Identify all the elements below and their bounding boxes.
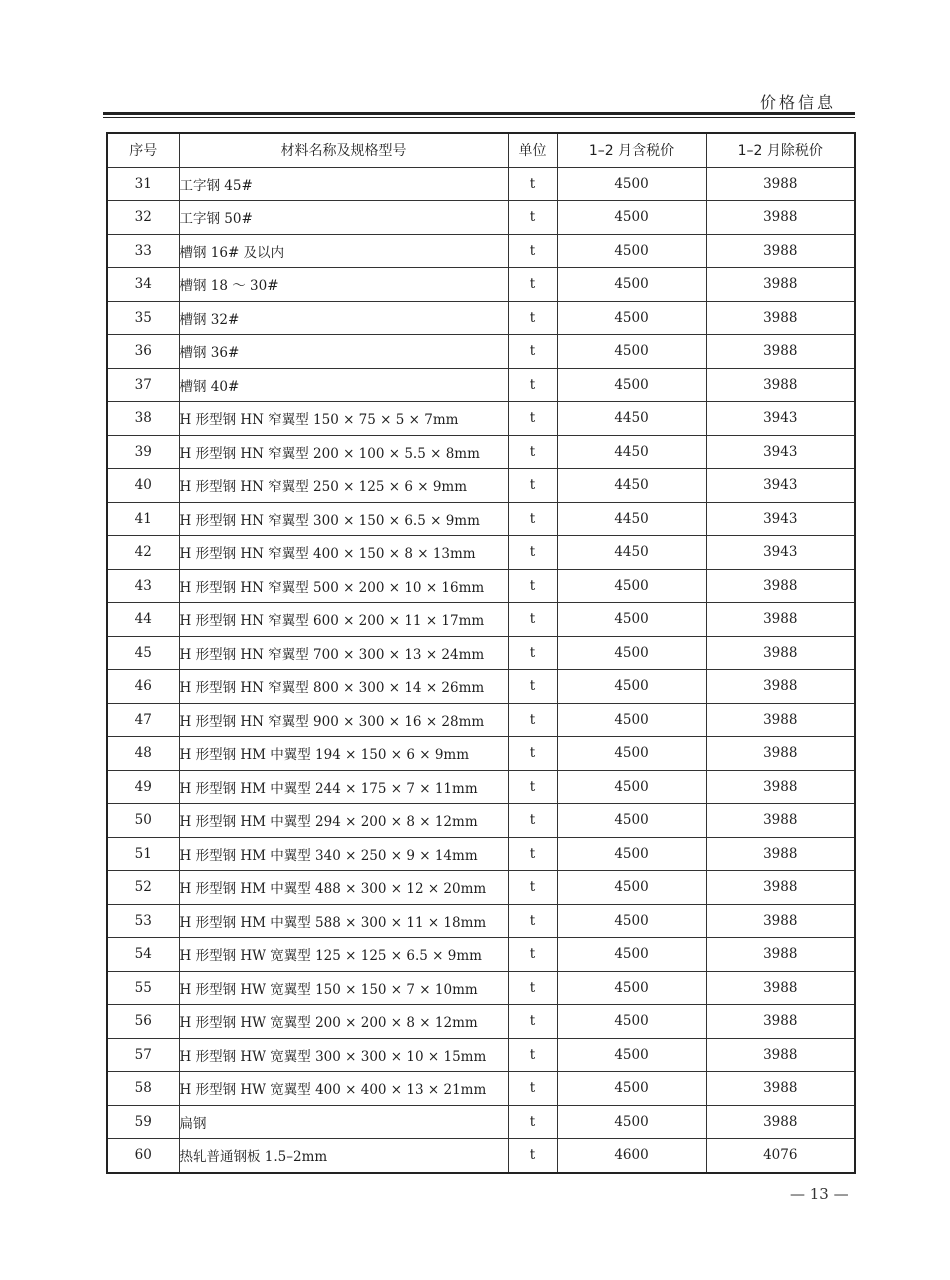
table-row bbox=[107, 971, 855, 1005]
column-header-unit: 单位 bbox=[508, 133, 557, 167]
row-material-name: H 形型钢 HM 中翼型 194 × 150 × 6 × 9mm bbox=[179, 737, 508, 771]
row-price-tax-excluded: 3943 bbox=[706, 469, 855, 503]
row-material-name: H 形型钢 HN 窄翼型 200 × 100 × 5.5 × 8mm bbox=[179, 435, 508, 469]
row-index: 55 bbox=[107, 971, 179, 1005]
row-index: 57 bbox=[107, 1038, 179, 1072]
row-index: 48 bbox=[107, 737, 179, 771]
row-price-tax-excluded: 4076 bbox=[706, 1139, 855, 1173]
row-price-tax-excluded: 3988 bbox=[706, 904, 855, 938]
row-price-tax-excluded: 3988 bbox=[706, 368, 855, 402]
table-row bbox=[107, 502, 855, 536]
row-price-tax-excluded: 3988 bbox=[706, 938, 855, 972]
row-unit: t bbox=[508, 569, 557, 603]
row-material-name: H 形型钢 HW 宽翼型 150 × 150 × 7 × 10mm bbox=[179, 971, 508, 1005]
row-price-tax-included: 4500 bbox=[557, 703, 706, 737]
row-price-tax-included: 4600 bbox=[557, 1139, 706, 1173]
row-price-tax-excluded: 3988 bbox=[706, 1038, 855, 1072]
row-price-tax-excluded: 3988 bbox=[706, 569, 855, 603]
row-unit: t bbox=[508, 1038, 557, 1072]
section-title: 价格信息 bbox=[759, 93, 836, 112]
row-material-name: H 形型钢 HN 窄翼型 300 × 150 × 6.5 × 9mm bbox=[179, 502, 508, 536]
row-unit: t bbox=[508, 971, 557, 1005]
row-index: 39 bbox=[107, 435, 179, 469]
row-material-name: 槽钢 40# bbox=[179, 368, 508, 402]
row-index: 56 bbox=[107, 1005, 179, 1039]
row-unit: t bbox=[508, 603, 557, 637]
row-index: 34 bbox=[107, 268, 179, 302]
row-price-tax-included: 4500 bbox=[557, 971, 706, 1005]
row-unit: t bbox=[508, 703, 557, 737]
row-index: 33 bbox=[107, 234, 179, 268]
row-unit: t bbox=[508, 1072, 557, 1106]
row-price-tax-excluded: 3988 bbox=[706, 804, 855, 838]
row-price-tax-included: 4450 bbox=[557, 435, 706, 469]
row-price-tax-included: 4450 bbox=[557, 402, 706, 436]
row-price-tax-excluded: 3988 bbox=[706, 335, 855, 369]
table-row bbox=[107, 536, 855, 570]
column-header-price-tax-excluded: 1–2 月除税价 bbox=[706, 133, 855, 167]
page-number: — 13 — bbox=[790, 1185, 849, 1203]
table-row bbox=[107, 770, 855, 804]
table-row bbox=[107, 1105, 855, 1139]
row-price-tax-included: 4500 bbox=[557, 670, 706, 704]
row-unit: t bbox=[508, 837, 557, 871]
row-unit: t bbox=[508, 201, 557, 235]
row-price-tax-excluded: 3943 bbox=[706, 502, 855, 536]
table-row bbox=[107, 301, 855, 335]
header-rule-thick bbox=[103, 112, 855, 115]
table-row bbox=[107, 1072, 855, 1106]
row-index: 45 bbox=[107, 636, 179, 670]
row-price-tax-included: 4500 bbox=[557, 201, 706, 235]
table-row bbox=[107, 368, 855, 402]
row-material-name: H 形型钢 HN 窄翼型 700 × 300 × 13 × 24mm bbox=[179, 636, 508, 670]
row-unit: t bbox=[508, 938, 557, 972]
row-price-tax-excluded: 3943 bbox=[706, 402, 855, 436]
row-price-tax-included: 4450 bbox=[557, 469, 706, 503]
row-material-name: H 形型钢 HN 窄翼型 800 × 300 × 14 × 26mm bbox=[179, 670, 508, 704]
row-material-name: H 形型钢 HM 中翼型 340 × 250 × 9 × 14mm bbox=[179, 837, 508, 871]
row-price-tax-excluded: 3988 bbox=[706, 234, 855, 268]
row-unit: t bbox=[508, 301, 557, 335]
table-row bbox=[107, 469, 855, 503]
table-row bbox=[107, 234, 855, 268]
row-price-tax-excluded: 3988 bbox=[706, 737, 855, 771]
row-price-tax-included: 4500 bbox=[557, 636, 706, 670]
table-row bbox=[107, 871, 855, 905]
row-material-name: 工字钢 45# bbox=[179, 167, 508, 201]
row-price-tax-included: 4500 bbox=[557, 368, 706, 402]
row-material-name: 槽钢 36# bbox=[179, 335, 508, 369]
row-unit: t bbox=[508, 1005, 557, 1039]
header-rule-thin bbox=[103, 117, 855, 118]
row-index: 35 bbox=[107, 301, 179, 335]
row-material-name: H 形型钢 HM 中翼型 588 × 300 × 11 × 18mm bbox=[179, 904, 508, 938]
row-material-name: H 形型钢 HN 窄翼型 600 × 200 × 11 × 17mm bbox=[179, 603, 508, 637]
column-header-price-tax-included: 1–2 月含税价 bbox=[557, 133, 706, 167]
row-price-tax-excluded: 3988 bbox=[706, 837, 855, 871]
table-row bbox=[107, 1005, 855, 1039]
table-row bbox=[107, 703, 855, 737]
row-index: 46 bbox=[107, 670, 179, 704]
row-material-name: H 形型钢 HN 窄翼型 500 × 200 × 10 × 16mm bbox=[179, 569, 508, 603]
row-price-tax-excluded: 3988 bbox=[706, 301, 855, 335]
row-price-tax-excluded: 3943 bbox=[706, 536, 855, 570]
table-header-row bbox=[107, 133, 855, 167]
table-row bbox=[107, 1038, 855, 1072]
row-material-name: H 形型钢 HW 宽翼型 200 × 200 × 8 × 12mm bbox=[179, 1005, 508, 1039]
row-price-tax-included: 4500 bbox=[557, 1072, 706, 1106]
row-material-name: 热轧普通钢板 1.5–2mm bbox=[179, 1139, 508, 1173]
row-index: 52 bbox=[107, 871, 179, 905]
row-price-tax-included: 4500 bbox=[557, 268, 706, 302]
row-price-tax-included: 4500 bbox=[557, 335, 706, 369]
table-row bbox=[107, 268, 855, 302]
table-row bbox=[107, 603, 855, 637]
table-body bbox=[107, 167, 855, 1173]
row-price-tax-excluded: 3988 bbox=[706, 1105, 855, 1139]
row-material-name: 扁钢 bbox=[179, 1105, 508, 1139]
table-row bbox=[107, 167, 855, 201]
column-header-index: 序号 bbox=[107, 133, 179, 167]
row-price-tax-excluded: 3988 bbox=[706, 670, 855, 704]
row-material-name: H 形型钢 HN 窄翼型 900 × 300 × 16 × 28mm bbox=[179, 703, 508, 737]
row-price-tax-included: 4500 bbox=[557, 301, 706, 335]
row-unit: t bbox=[508, 536, 557, 570]
row-index: 53 bbox=[107, 904, 179, 938]
row-unit: t bbox=[508, 268, 557, 302]
table-row bbox=[107, 938, 855, 972]
row-unit: t bbox=[508, 670, 557, 704]
table-row bbox=[107, 402, 855, 436]
row-index: 60 bbox=[107, 1139, 179, 1173]
row-price-tax-included: 4500 bbox=[557, 603, 706, 637]
row-unit: t bbox=[508, 770, 557, 804]
table-row bbox=[107, 737, 855, 771]
row-unit: t bbox=[508, 804, 557, 838]
row-price-tax-included: 4450 bbox=[557, 536, 706, 570]
row-price-tax-included: 4500 bbox=[557, 804, 706, 838]
row-material-name: H 形型钢 HW 宽翼型 125 × 125 × 6.5 × 9mm bbox=[179, 938, 508, 972]
row-price-tax-included: 4500 bbox=[557, 904, 706, 938]
row-index: 44 bbox=[107, 603, 179, 637]
row-index: 31 bbox=[107, 167, 179, 201]
row-index: 54 bbox=[107, 938, 179, 972]
row-price-tax-excluded: 3988 bbox=[706, 167, 855, 201]
table-row bbox=[107, 804, 855, 838]
row-index: 43 bbox=[107, 569, 179, 603]
row-material-name: H 形型钢 HN 窄翼型 400 × 150 × 8 × 13mm bbox=[179, 536, 508, 570]
row-material-name: H 形型钢 HN 窄翼型 250 × 125 × 6 × 9mm bbox=[179, 469, 508, 503]
row-price-tax-excluded: 3988 bbox=[706, 971, 855, 1005]
row-material-name: H 形型钢 HM 中翼型 244 × 175 × 7 × 11mm bbox=[179, 770, 508, 804]
row-index: 40 bbox=[107, 469, 179, 503]
table-row bbox=[107, 201, 855, 235]
row-unit: t bbox=[508, 904, 557, 938]
row-index: 49 bbox=[107, 770, 179, 804]
row-unit: t bbox=[508, 167, 557, 201]
row-price-tax-included: 4500 bbox=[557, 1005, 706, 1039]
row-price-tax-included: 4500 bbox=[557, 938, 706, 972]
row-price-tax-included: 4450 bbox=[557, 502, 706, 536]
row-price-tax-excluded: 3943 bbox=[706, 435, 855, 469]
row-price-tax-included: 4500 bbox=[557, 1038, 706, 1072]
row-material-name: 槽钢 16# 及以内 bbox=[179, 234, 508, 268]
row-material-name: 工字钢 50# bbox=[179, 201, 508, 235]
table-row bbox=[107, 1139, 855, 1173]
table-row bbox=[107, 904, 855, 938]
row-price-tax-included: 4500 bbox=[557, 837, 706, 871]
row-price-tax-excluded: 3988 bbox=[706, 636, 855, 670]
row-index: 42 bbox=[107, 536, 179, 570]
row-index: 37 bbox=[107, 368, 179, 402]
row-price-tax-included: 4500 bbox=[557, 234, 706, 268]
row-index: 50 bbox=[107, 804, 179, 838]
row-material-name: H 形型钢 HM 中翼型 488 × 300 × 12 × 20mm bbox=[179, 871, 508, 905]
row-price-tax-included: 4500 bbox=[557, 167, 706, 201]
row-unit: t bbox=[508, 469, 557, 503]
row-price-tax-included: 4500 bbox=[557, 1105, 706, 1139]
row-material-name: 槽钢 32# bbox=[179, 301, 508, 335]
row-price-tax-excluded: 3988 bbox=[706, 871, 855, 905]
row-price-tax-excluded: 3988 bbox=[706, 268, 855, 302]
row-material-name: H 形型钢 HM 中翼型 294 × 200 × 8 × 12mm bbox=[179, 804, 508, 838]
row-index: 32 bbox=[107, 201, 179, 235]
row-unit: t bbox=[508, 737, 557, 771]
row-index: 58 bbox=[107, 1072, 179, 1106]
row-index: 36 bbox=[107, 335, 179, 369]
row-price-tax-included: 4500 bbox=[557, 569, 706, 603]
row-unit: t bbox=[508, 234, 557, 268]
row-unit: t bbox=[508, 1105, 557, 1139]
row-unit: t bbox=[508, 871, 557, 905]
table-row bbox=[107, 435, 855, 469]
row-price-tax-excluded: 3988 bbox=[706, 1072, 855, 1106]
row-price-tax-excluded: 3988 bbox=[706, 201, 855, 235]
row-unit: t bbox=[508, 335, 557, 369]
row-unit: t bbox=[508, 636, 557, 670]
row-unit: t bbox=[508, 1139, 557, 1173]
price-table bbox=[106, 132, 856, 1174]
table-row bbox=[107, 569, 855, 603]
table-row bbox=[107, 335, 855, 369]
row-index: 38 bbox=[107, 402, 179, 436]
row-price-tax-included: 4500 bbox=[557, 770, 706, 804]
column-header-material: 材料名称及规格型号 bbox=[179, 133, 508, 167]
row-index: 41 bbox=[107, 502, 179, 536]
row-price-tax-excluded: 3988 bbox=[706, 770, 855, 804]
table-row bbox=[107, 837, 855, 871]
row-price-tax-included: 4500 bbox=[557, 871, 706, 905]
row-price-tax-excluded: 3988 bbox=[706, 603, 855, 637]
table-row bbox=[107, 670, 855, 704]
row-unit: t bbox=[508, 402, 557, 436]
row-price-tax-excluded: 3988 bbox=[706, 1005, 855, 1039]
row-price-tax-excluded: 3988 bbox=[706, 703, 855, 737]
row-material-name: 槽钢 18 ～ 30# bbox=[179, 268, 508, 302]
row-unit: t bbox=[508, 435, 557, 469]
row-index: 51 bbox=[107, 837, 179, 871]
row-index: 47 bbox=[107, 703, 179, 737]
row-material-name: H 形型钢 HW 宽翼型 400 × 400 × 13 × 21mm bbox=[179, 1072, 508, 1106]
row-index: 59 bbox=[107, 1105, 179, 1139]
row-price-tax-included: 4500 bbox=[557, 737, 706, 771]
row-unit: t bbox=[508, 502, 557, 536]
table-row bbox=[107, 636, 855, 670]
row-unit: t bbox=[508, 368, 557, 402]
row-material-name: H 形型钢 HN 窄翼型 150 × 75 × 5 × 7mm bbox=[179, 402, 508, 436]
row-material-name: H 形型钢 HW 宽翼型 300 × 300 × 10 × 15mm bbox=[179, 1038, 508, 1072]
